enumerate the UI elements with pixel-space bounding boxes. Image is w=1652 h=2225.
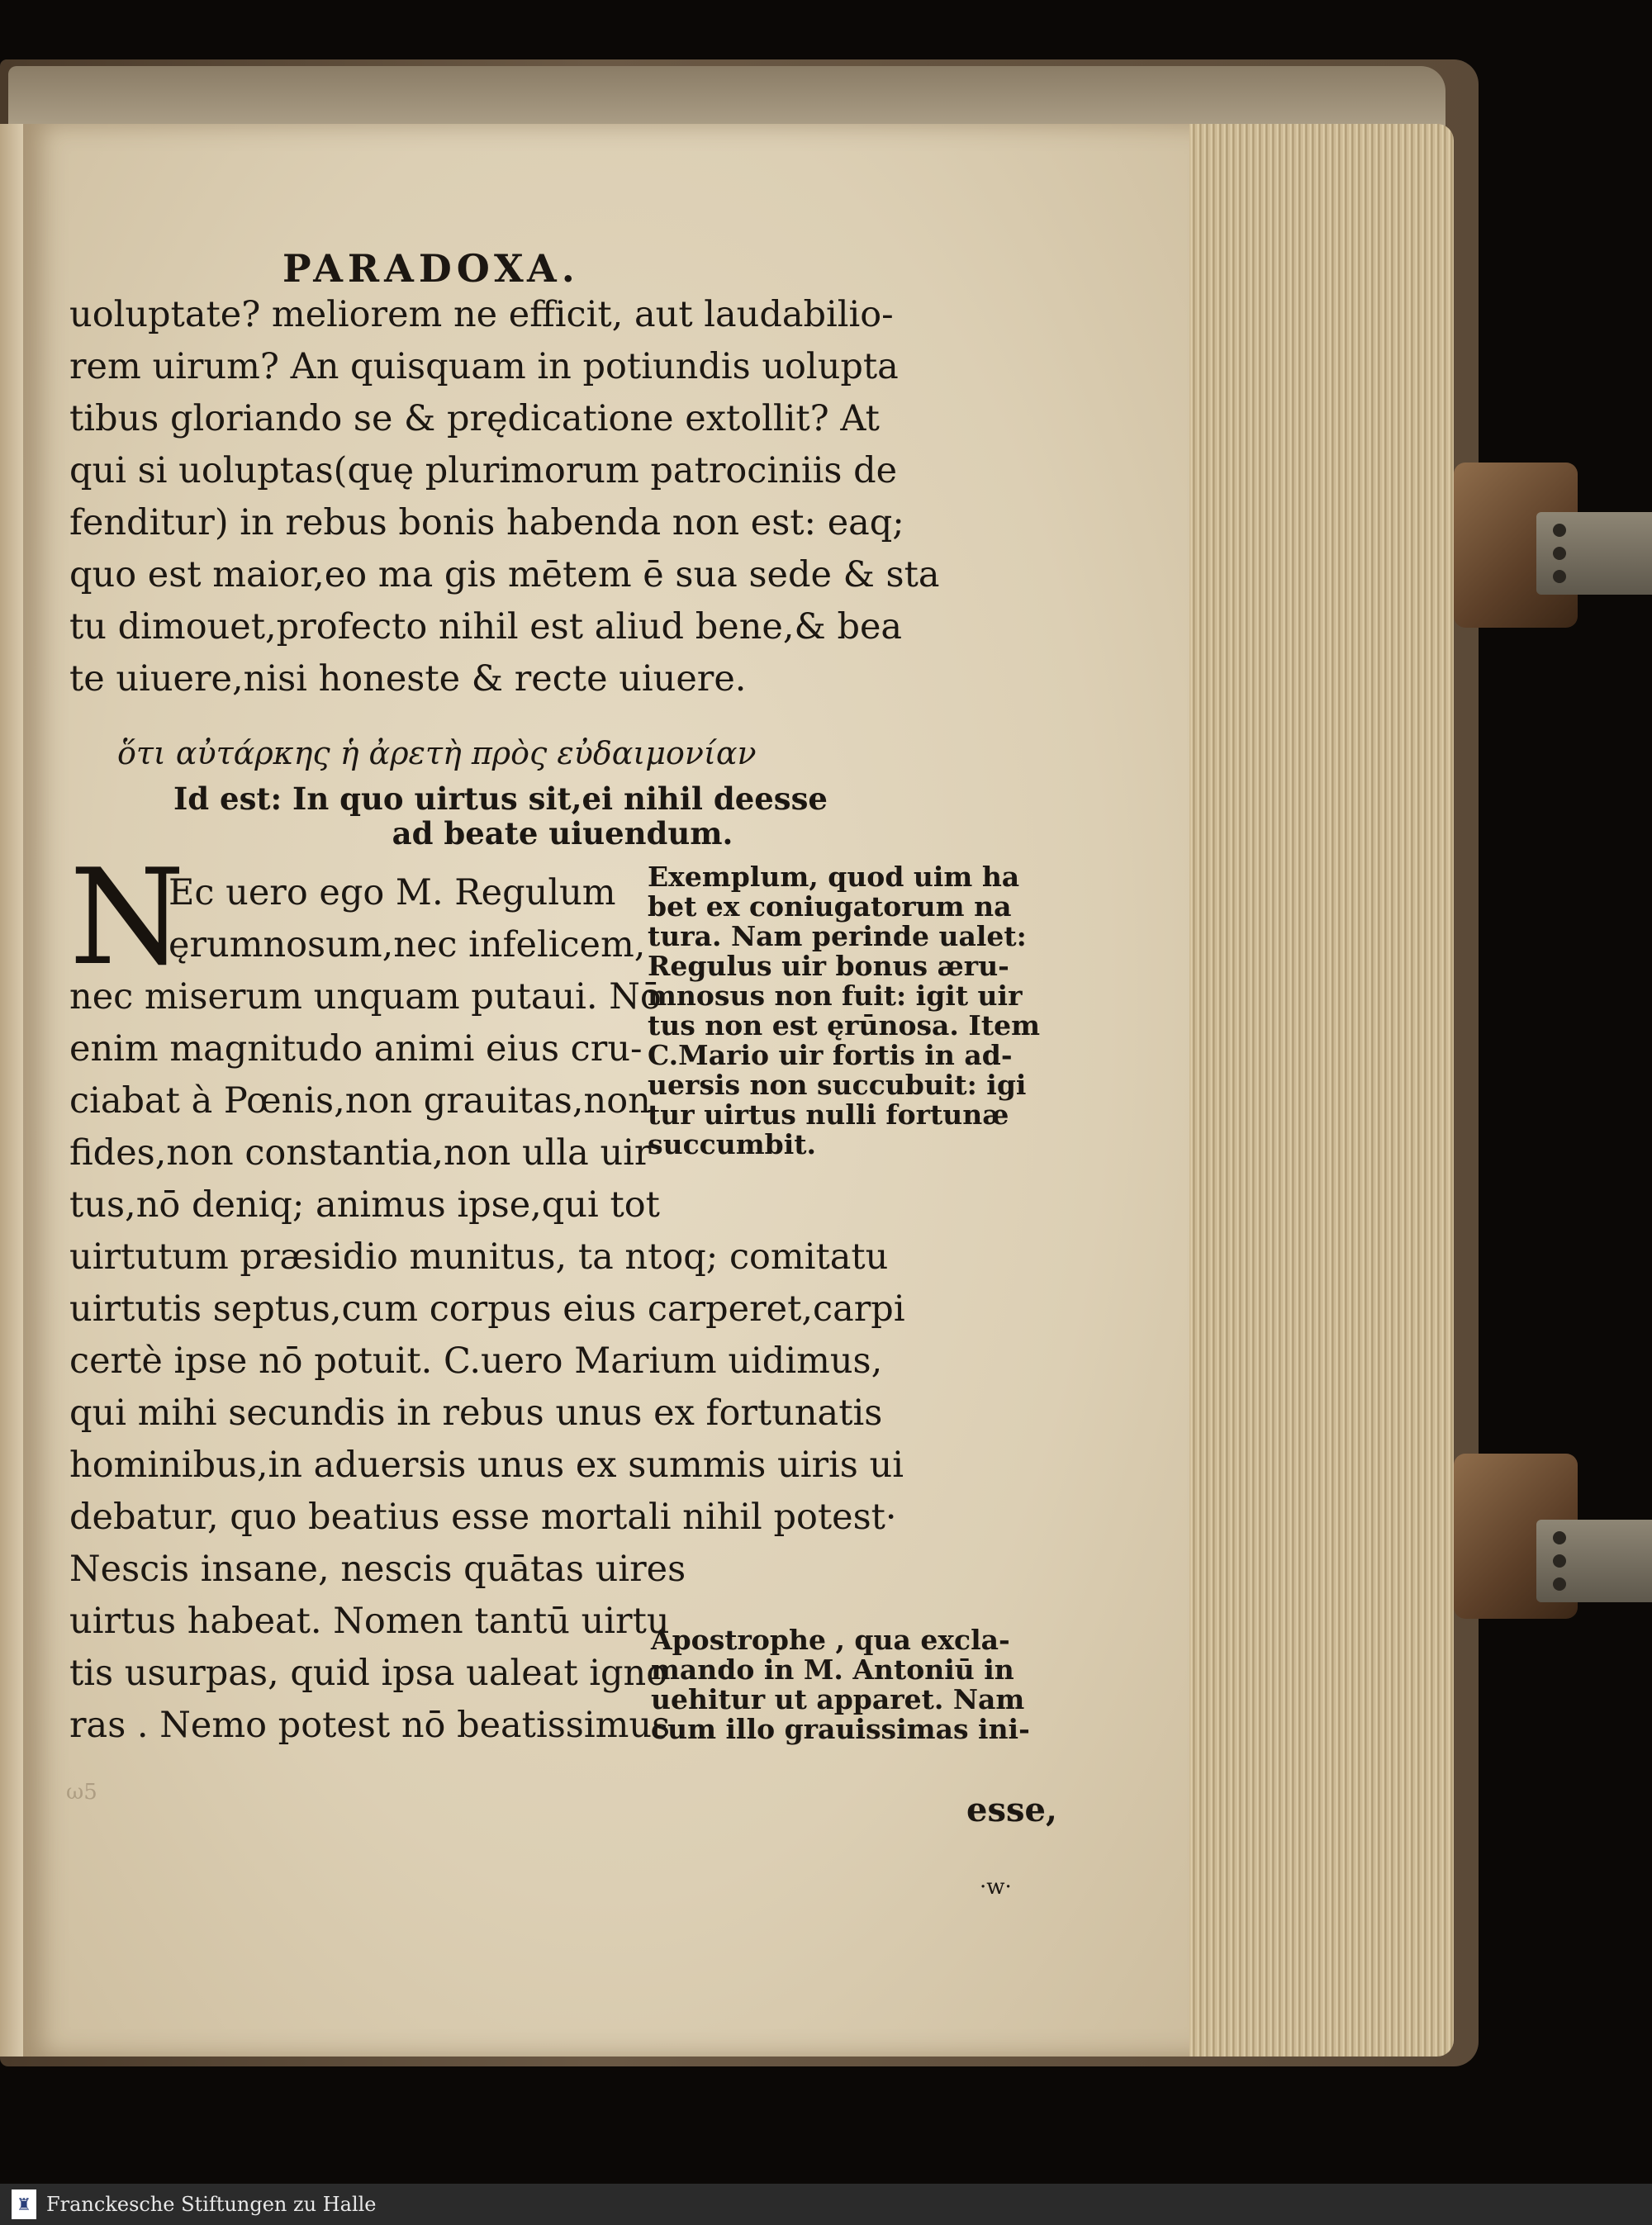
text-line: quo est maior,eo ma gis mētem ē sua sede & sta [69, 554, 940, 595]
text-line: uirtus habeat. Nomen tantū uirtu [69, 1601, 670, 1642]
text-line: enim magnitudo animi eius cru- [69, 1028, 643, 1070]
rivet-icon [1553, 547, 1566, 560]
rivet-icon [1553, 524, 1566, 537]
text-line: certè ipse nō potuit. C.uero Marium uidimus, [69, 1340, 883, 1382]
margin-note-1 [648, 862, 1040, 1160]
note-line: C.Mario uir fortis in ad- [648, 1039, 1013, 1071]
footer-bar [0, 2184, 1652, 2225]
note-line: tur uirtus nulli fortunæ [648, 1098, 1009, 1131]
rivet-icon [1553, 570, 1566, 583]
text-line: Nescis insane, nescis quātas uires [69, 1549, 686, 1590]
note-line: Apostrophe , qua excla- [651, 1624, 1010, 1656]
text-line: ęrumnosum,nec infelicem, [169, 924, 646, 965]
rivet-icon [1553, 1577, 1566, 1591]
text-line: ras . Nemo potest nō beatissimus [69, 1705, 671, 1746]
text-line: te uiuere,nisi honeste & recte uiuere. [69, 658, 747, 700]
note-line: Regulus uir bonus æru- [648, 950, 1009, 982]
note-line: uehitur ut apparet. Nam [651, 1683, 1025, 1715]
text-line: uirtutis septus,cum corpus eius carperet,carpi [69, 1288, 905, 1330]
upper-clasp-band [1536, 512, 1652, 595]
text-line: tus,nō deniq; animus ipse,qui tot [69, 1184, 660, 1226]
page-fore-edge [1189, 124, 1454, 2057]
text-line: qui mihi secundis in rebus unus ex fortunatis [69, 1392, 883, 1434]
text-line: ciabat à Pœnis,non grauitas,non [69, 1080, 651, 1122]
drop-cap: N [69, 840, 185, 994]
ghost-mark: ω5 [66, 1780, 97, 1805]
note-line: cum illo grauissimas ini- [651, 1713, 1030, 1745]
heading-line: ad beate uiuendum. [392, 815, 733, 852]
text-line: tibus gloriando se & prędicatione extollit? At [69, 398, 880, 439]
stray-mark: ·w· [980, 1875, 1012, 1900]
lower-clasp-band [1536, 1520, 1652, 1602]
greek-heading: ὅτι αὐτάρκης ἡ ἀρετὴ πρὸς εὐδαιμονίαν [117, 735, 757, 771]
text-line: qui si uoluptas(quę plurimorum patrociniis de [69, 450, 898, 491]
text-line: rem uirum? An quisquam in potiundis uolupta [69, 346, 899, 387]
note-line: tura. Nam perinde ualet: [648, 920, 1027, 952]
margin-note-2 [651, 1625, 1030, 1744]
text-line: debatur, quo beatius esse mortali nihil potest· [69, 1497, 897, 1538]
text-line: hominibus,in aduersis unus ex summis uiris ui [69, 1445, 904, 1486]
heading-line: Id est: In quo uirtus sit,ei nihil deesse [173, 780, 828, 817]
note-line: Exemplum, quod uim ha [648, 861, 1020, 893]
note-line: tus non est ęrūnosa. Item [648, 1009, 1041, 1041]
rivet-icon [1553, 1554, 1566, 1568]
text-line: nec miserum unquam putaui. Nō [69, 976, 662, 1018]
running-head: PARADOXA. [282, 246, 580, 291]
note-line: mando in M. Antoniū in [651, 1653, 1014, 1686]
foundation-logo-icon: ♜ [12, 2189, 36, 2219]
note-line: succumbit. [648, 1128, 817, 1160]
text-line: uirtutum præsidio munitus, ta ntoq; comitatu [69, 1236, 889, 1278]
note-line: mnosus non fuit: igit uir [648, 980, 1023, 1012]
catchword: esse, [966, 1791, 1057, 1829]
text-line: fenditur) in rebus bonis habenda non est: eaq; [69, 502, 904, 543]
note-line: uersis non succubuit: igi [648, 1069, 1027, 1101]
text-line: tis usurpas, quid ipsa ualeat igno [69, 1653, 668, 1694]
text-line: fides,non constantia,non ulla uir [69, 1132, 652, 1174]
latin-heading [173, 781, 828, 851]
note-line: bet ex coniugatorum na [648, 890, 1012, 923]
paragraph-1 [69, 289, 940, 705]
text-line: tu dimouet,profecto nihil est aliud bene,& bea [69, 606, 903, 648]
text-line: uoluptate? meliorem ne efficit, aut laudabilio- [69, 294, 894, 335]
institution-name: Franckesche Stiftungen zu Halle [46, 2193, 377, 2216]
rivet-icon [1553, 1531, 1566, 1544]
text-line: Ec uero ego M. Regulum [169, 872, 616, 913]
